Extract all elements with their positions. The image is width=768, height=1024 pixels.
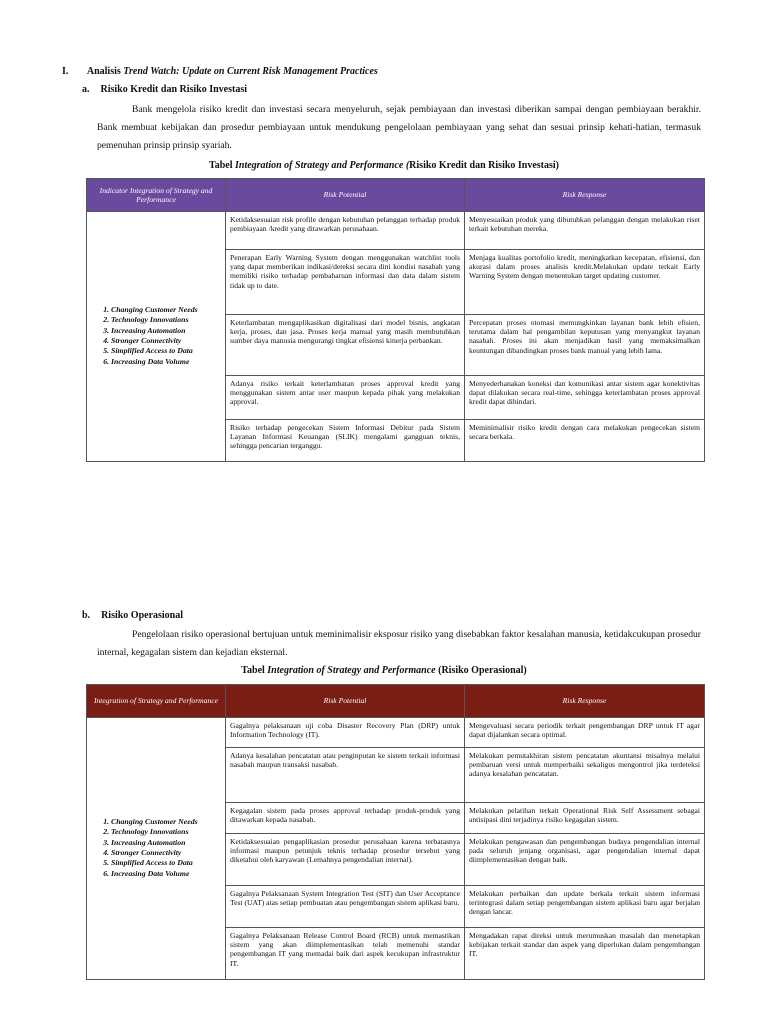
table-header-row [87,179,705,212]
risk-potential-cell: Gagalnya Pelaksanaan System Integration Test (SIT) dan User Acceptance Test (UAT) atas setiap pembuatan atau pengembangan sistem aplikasi baru. [226,886,465,928]
table-risk-operational [86,684,705,980]
indicator-cell [87,718,226,980]
indicator-list [97,817,221,879]
subsection-a-title: Risiko Kredit dan Risiko Investasi [100,84,248,95]
list-item: 3. Increasing Automation [111,326,221,336]
subsection-a-paragraph: Bank mengelola risiko kredit dan investasi secara menyeluruh, sejak pembiayaan dan investasi diberikan sampai dengan pembiayaan berakhir. Bank membuat kebijakan dan prosedur pembiayaan untuk mendukung pengelolaan pembiayaan yang sehat dan sesuai prinsip kehati-hatian, termasuk pemenuhan prinsip prinsip syariah. [97,104,701,151]
risk-response-cell: Menjaga kualitas portofolio kredit, meningkatkan kecepatan, efisiensi, dan akurasi dalam proses analisis kredit.Melakukan update terkait Early Warning System dengan menentukan target updating customer. [465,250,705,315]
risk-response-cell: Melakukan perbaikan dan update berkala terkait sistem informasi terintegrasi dalam setiap pengembangan sistem aplikasi baru agar berjalan dengan lancar. [465,886,705,928]
indicator-list [97,305,221,367]
subsection-a-heading [82,84,247,95]
header-indicator: Integration of Strategy and Performance [87,685,226,718]
list-item: 2. Technology Innovations [111,315,221,325]
list-item: 5. Simplified Access to Data [111,346,221,356]
subsection-b-title: Risiko Operasional [101,610,184,621]
indicator-cell [87,212,226,462]
header-risk-potential: Risk Potential [226,685,465,718]
subsection-a-label: a. [82,84,90,95]
risk-response-cell: Menyesuaikan produk yang dibutuhkan pelanggan dengan melakukan riset terkait kebutuhan mereka. [465,212,705,250]
table-risk-credit [86,178,705,462]
list-item: 5. Simplified Access to Data [111,858,221,868]
table-row [87,212,705,250]
list-item: 4. Stronger Connectivity [111,336,221,346]
risk-potential-cell: Adanya risiko terkait keterlambatan proses approval kredit yang menggunakan sistem antar user maupun kepada pihak yang melakukan approval. [226,376,465,420]
risk-potential-cell: Adanya kesalahan pencatatan atau penginputan ke sistem terkait informasi nasabah maupun transaksi nasabah. [226,748,465,803]
section-title-italic: Trend Watch: Update on Current Risk Management Practices [123,66,378,77]
subsection-b-label: b. [82,610,91,621]
list-item: 4. Stronger Connectivity [111,848,221,858]
risk-response-cell: Melakukan pemutakhiran sistem pencatatan akuntansi misalnya melalui pembaruan versi untuk memperbaiki sekaligus mengontrol jika terdeteksi adanya kesalahan pencatatan. [465,748,705,803]
risk-response-cell: Mengevaluasi secara periodik terkait pengembangan DRP untuk IT agar dapat dijalankan secara optimal. [465,718,705,748]
header-risk-response: Risk Response [465,685,705,718]
risk-response-cell: Melakukan pengawasan dan pengembangan budaya pengendalian internal pada seluruh jenjang organisasi, agar pengendalian internal dapat diimplementasikan dengan baik. [465,834,705,886]
risk-potential-cell: Ketidaksesuaian pengaplikasian prosedur perusahaan karena terbatasnya informasi maupun petunjuk teknis terhadap prosedur tersebut yang diketahui oleh karyawan (Lemahnya pengendalian internal). [226,834,465,886]
table-header-row [87,685,705,718]
table-b-caption: Tabel Integration of Strategy and Performance (Risiko Operasional) [241,665,527,676]
section-heading [62,66,378,77]
subsection-b-paragraph: Pengelolaan risiko operasional bertujuan untuk meminimalisir eksposur risiko yang disebabkan faktor kesalahan manusia, ketidakcukupan prosedur internal, kegagalan sistem dan kejadian eksternal. [97,629,701,658]
table-a-caption: Tabel Integration of Strategy and Performance (Risiko Kredit dan Risiko Investasi) [208,160,560,171]
risk-response-cell: Meminimalisir risiko kredit dengan cara melakukan pengecekan sistem secara berkala. [465,420,705,462]
list-item: 6. Increasing Data Volume [111,357,221,367]
section-title-prefix: Analisis [86,66,124,77]
risk-potential-cell: Risiko terhadap pengecekan Sistem Informasi Debitur pada Sistem Layanan Informasi Keuangan (SLIK) mengalami gangguan teknis, sehingga pencarian terganggu. [226,420,465,462]
list-item: 1. Changing Customer Needs [111,305,221,315]
risk-response-cell: Melakukan pelatihan terkait Operational Risk Self Assessment sebagai antisipasi dini terjadinya risiko kegagalan sistem. [465,803,705,834]
list-item: 3. Increasing Automation [111,838,221,848]
risk-potential-cell: Kegagalan sistem pada proses approval terhadap produk-produk yang ditawarkan kepada nasabah. [226,803,465,834]
header-indicator: Indicator Integration of Strategy and Performance [87,179,226,212]
table-row [87,718,705,748]
risk-potential-cell: Keterlambatan mengaplikasikan digitalisasi dari model bisnis, angkatan kerja, proses, dan jasa. Proses kerja manual yang masih membutuhkan sumber daya manusia mengurangi tingkat efisiensi kinerja perbankan. [226,315,465,376]
risk-response-cell: Menyederhanakan koneksi dan komunikasi antar sistem agar konektivitas dapat dilakukan secara real-time, sehingga keterlambatan proses approval kredit dapat dihindari. [465,376,705,420]
section-number: I. [62,66,69,77]
list-item: 6. Increasing Data Volume [111,869,221,879]
header-risk-response: Risk Response [465,179,705,212]
risk-response-cell: Percepatan proses otomasi memungkinkan layanan bank lebih efisien, terutama dalam hal pengambilan keputusan yang menyangkut layanan nasabah. Proses ini akan menjadikan hasil yang memaksimalkan keuntungan dibandingkan proses bank manual yang lebih lama. [465,315,705,376]
risk-potential-cell: Penerapan Early Warning System dengan menggunakan watchlist tools yang dapat memberikan indikasi/deteksi secara dini kondisi nasabah yang memiliki risiko terhadap pembaharuan informasi dan data dalam sistem tidak up to date. [226,250,465,315]
risk-response-cell: Mengadakan rapat direksi untuk merumuskan masalah dan menetapkan kebijakan terkait standar dan aspek yang diperlukan dalam pengembangan IT. [465,928,705,980]
subsection-b-heading [82,610,183,621]
risk-potential-cell: Gagalnya pelaksanaan uji coba Disaster Recovery Plan (DRP) untuk Information Technology (IT). [226,718,465,748]
header-risk-potential: Risk Potential [226,179,465,212]
list-item: 1. Changing Customer Needs [111,817,221,827]
risk-potential-cell: Ketidaksesuaian risk profile dengan kebutuhan pelanggan terhadap produk pembiayaan /kredit yang ditawarkan perusahaan. [226,212,465,250]
risk-potential-cell: Gagalnya Pelaksanaan Release Control Board (RCB) untuk memastikan sistem yang akan diimplementasikan telah memenuhi standar pengembangan IT yang memadai baik dari aspek kecukupan infrastruktur IT. [226,928,465,980]
list-item: 2. Technology Innovations [111,827,221,837]
